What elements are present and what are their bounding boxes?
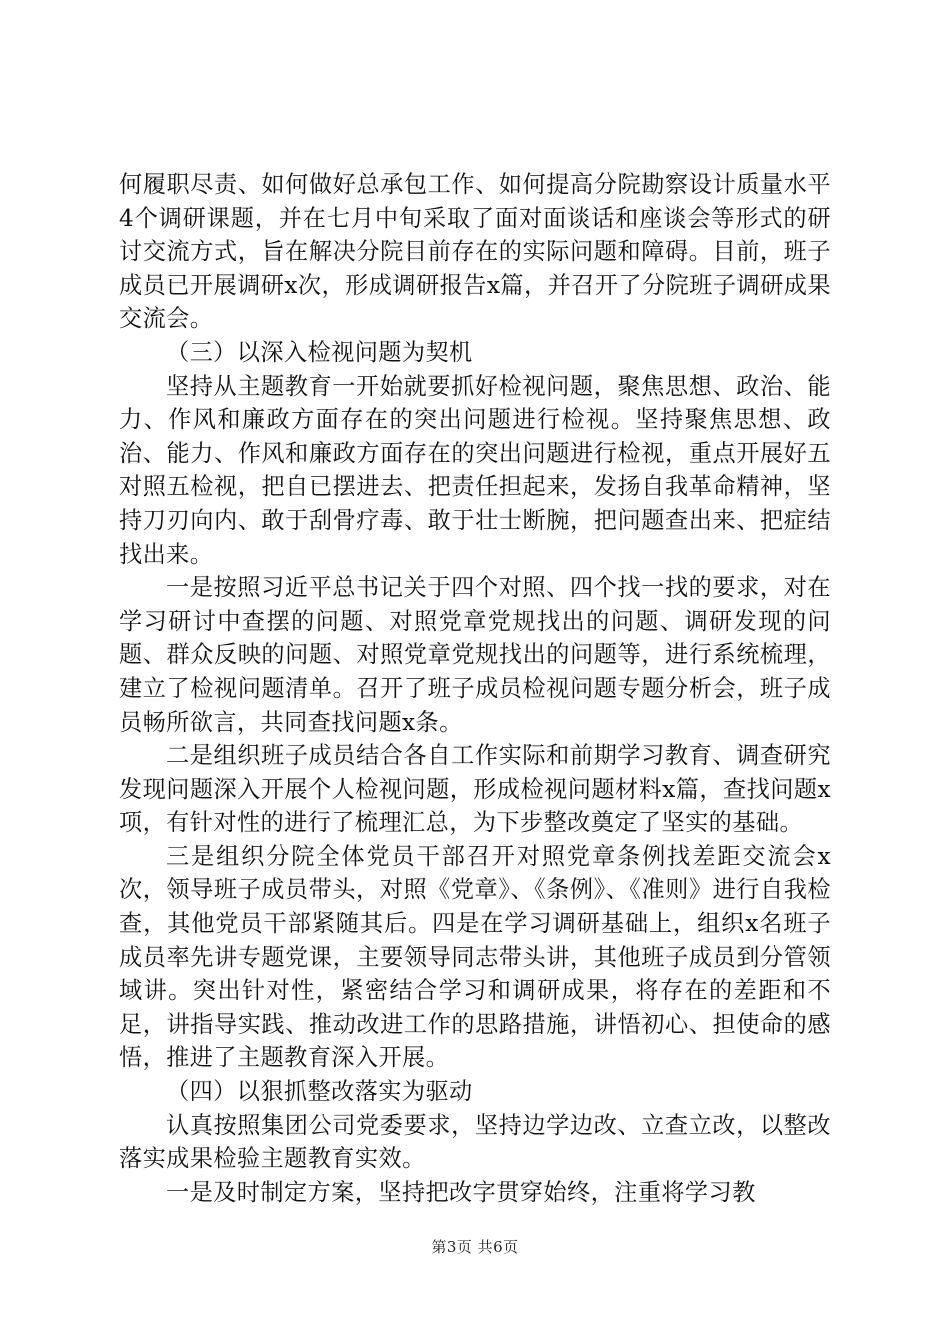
- paragraph-section-3-item-3: 三是组织分院全体党员干部召开对照党章条例找差距交流会x次，领导班子成员带头，对照《党章》、《条例》、《准则》进行自我检查，其他党员干部紧随其后。四是在学习调研基础上，组织x名班子成员率先讲专题党课，主要领导同志带头讲，其他班子成员到分管领域讲。突出针对性，紧密结合学习和调研成果，将存在的差距和不足，讲指导实践、推动改进工作的思路措施，讲悟初心、担使命的感悟，推进了主题教育深入开展。: [119, 842, 831, 1072]
- paragraph-continuation: 何履职尽责、如何做好总承包工作、如何提高分院勘察设计质量水平4个调研课题，并在七月中旬采取了面对面谈话和座谈会等形式的研讨交流方式，旨在解决分院目前存在的实际问题和障碍。目前，班子成员已开展调研x次，形成调研报告x篇，并召开了分院班子调研成果交流会。: [119, 171, 831, 333]
- paragraph-section-3-intro: 坚持从主题教育一开始就要抓好检视问题，聚焦思想、政治、能力、作风和廉政方面存在的突出问题进行检视。坚持聚焦思想、政治、能力、作风和廉政方面存在的突出问题进行检视，重点开展好五对照五检视，把自已摆进去、把责任担起来，发扬自我革命精神，坚持刀刃向内、敢于刮骨疗毒、敢于壮士断腕，把问题查出来、把症结找出来。: [119, 372, 831, 568]
- page-footer: [0, 1237, 950, 1257]
- paragraph-section-3-item-2: 二是组织班子成员结合各自工作实际和前期学习教育、调查研究发现问题深入开展个人检视问题，形成检视问题材料x篇，查找问题x项，有针对性的进行了梳理汇总，为下步整改奠定了坚实的基础。: [119, 742, 831, 837]
- page-number-label: 第3页 共6页: [431, 1238, 519, 1256]
- paragraph-section-4-intro: 认真按照集团公司党委要求，坚持边学边改、立查立改，以整改落实成果检验主题教育实效。: [119, 1111, 831, 1173]
- paragraph-section-4-item-1: 一是及时制定方案，坚持把改字贯穿始终，注重将学习教: [166, 1178, 756, 1206]
- paragraph-section-3-item-1: 一是按照习近平总书记关于四个对照、四个找一找的要求，对在学习研讨中查摆的问题、对照党章党规找出的问题、调研发现的问题、群众反映的问题、对照党章党规找出的问题等，进行系统梳理，建立了检视问题清单。召开了班子成员检视问题专题分析会，班子成员畅所欲言，共同查找问题x条。: [119, 574, 831, 736]
- document-body: [119, 168, 831, 1209]
- section-heading-4: （四）以狠抓整改落实为驱动: [166, 1078, 473, 1106]
- section-heading-3: （三）以深入检视问题为契机: [166, 338, 473, 366]
